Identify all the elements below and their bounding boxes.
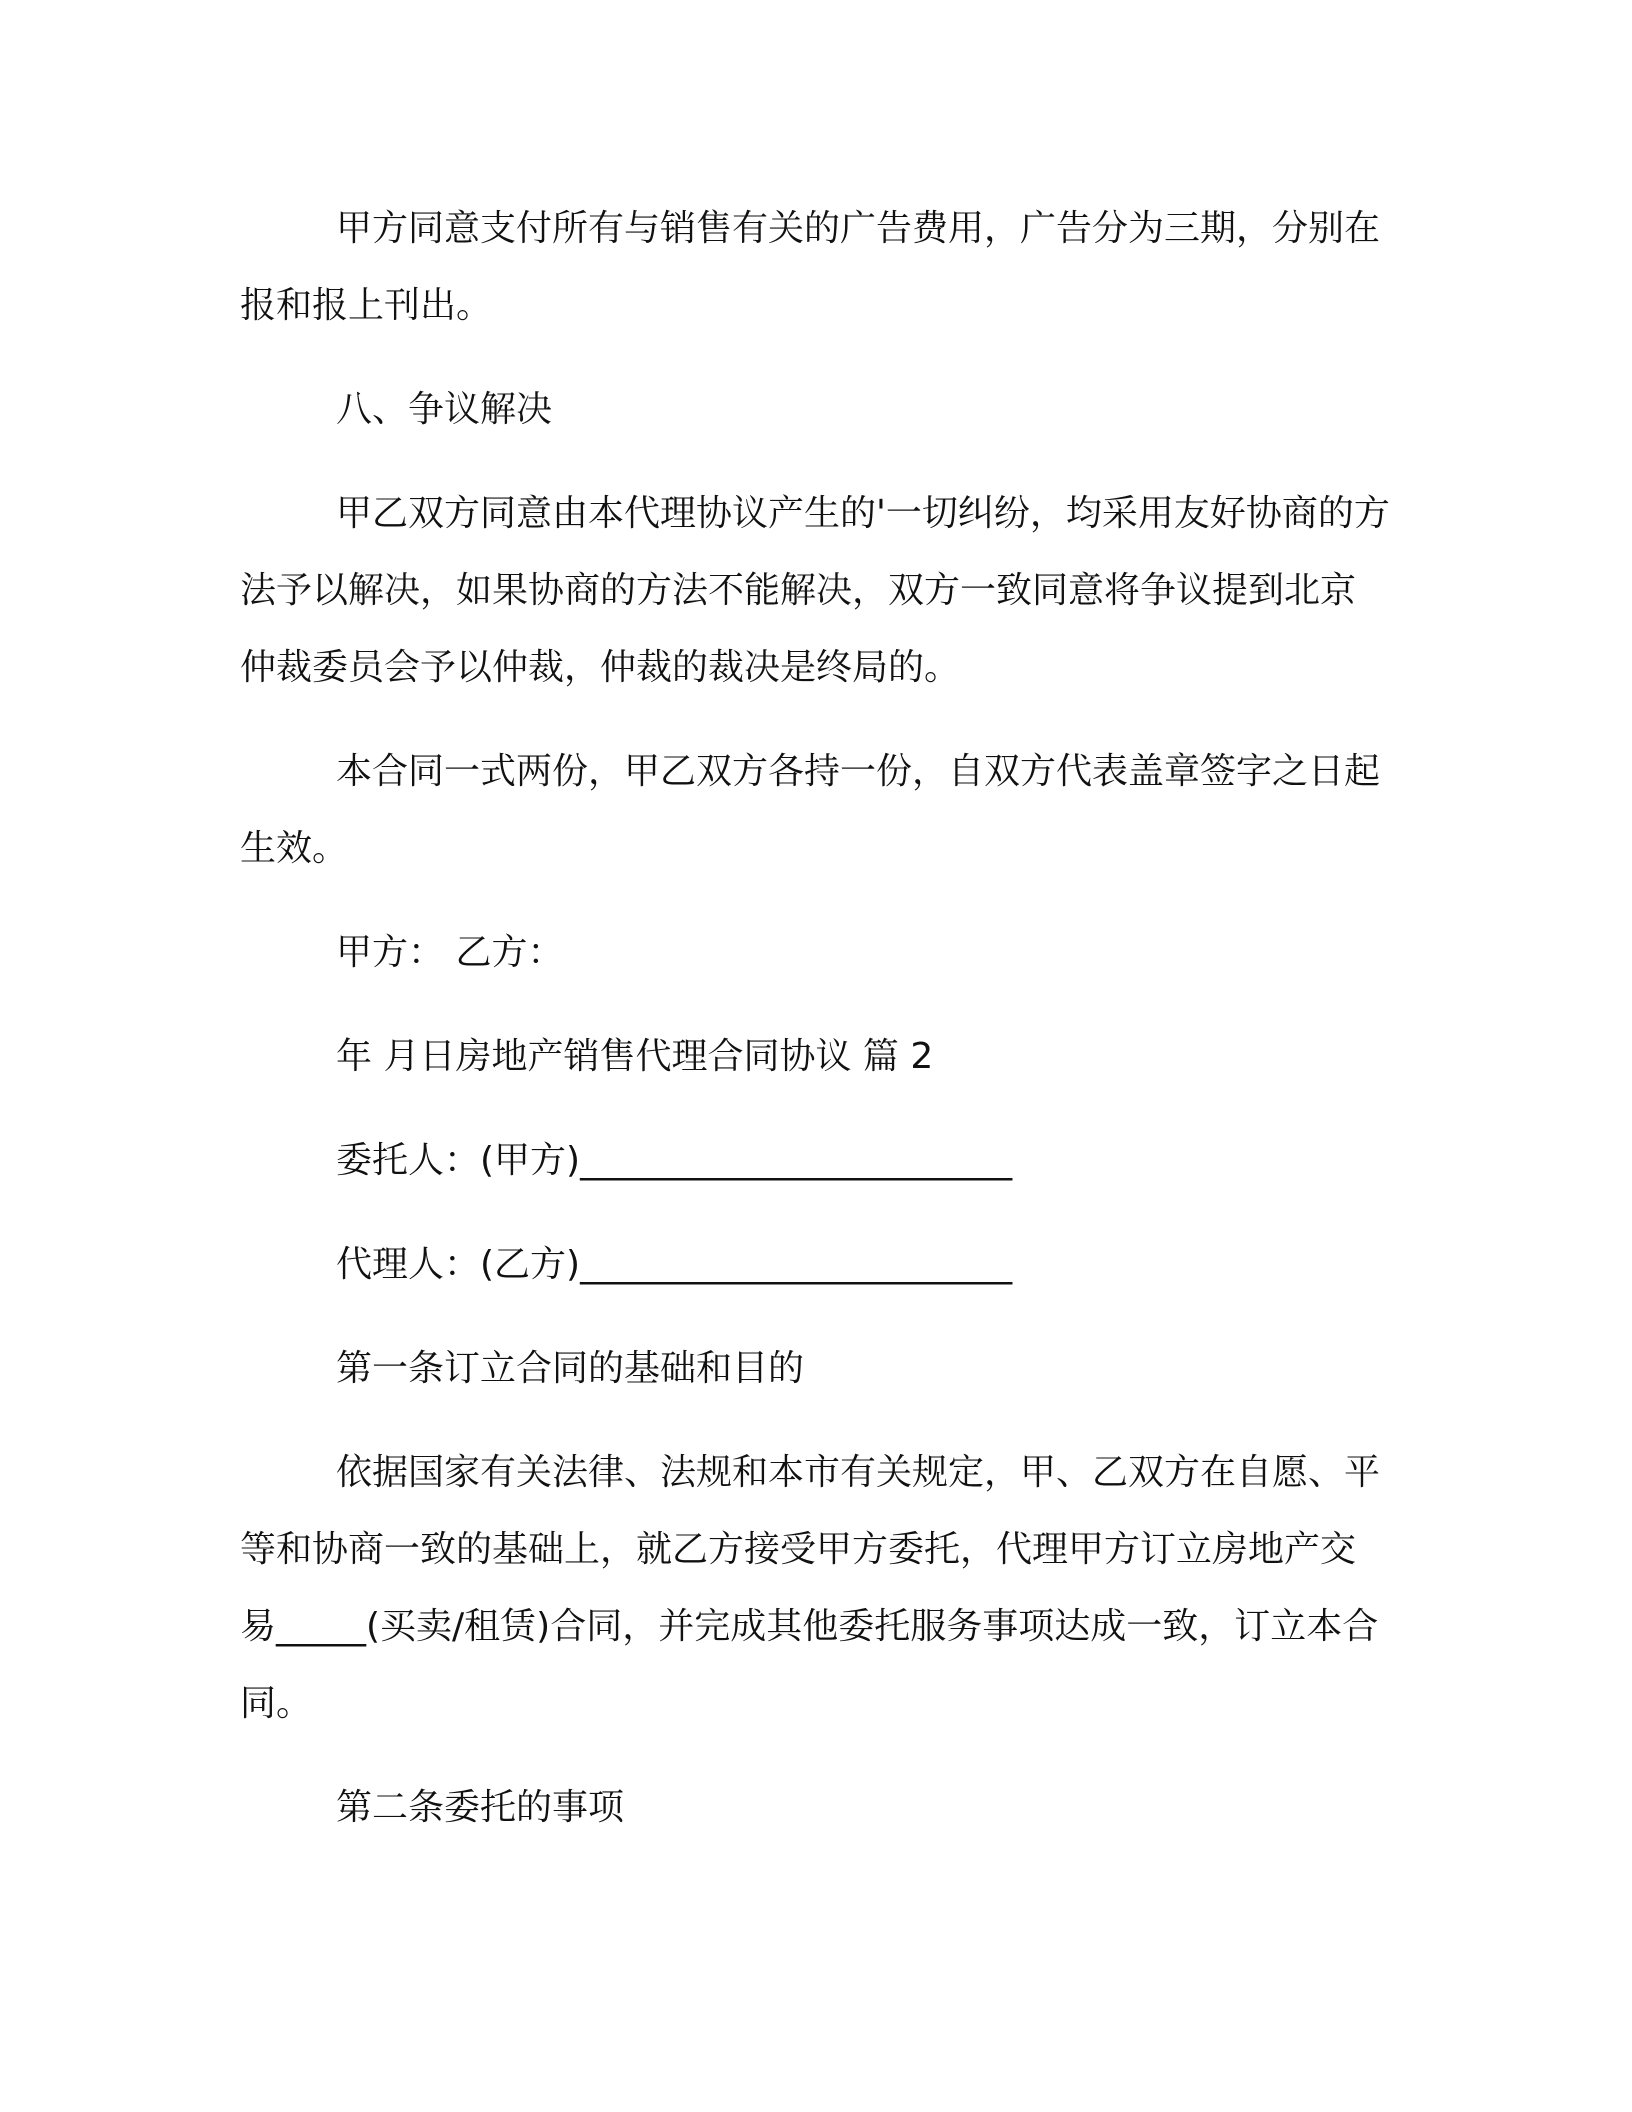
paragraph-dispute-resolution: 甲乙双方同意由本代理协议产生的'一切纠纷，均采用友好协商的方法予以解决，如果协商的方法不能解决，双方一致同意将争议提到北京仲裁委员会予以仲裁，仲裁的裁决是终局的。	[240, 493, 1390, 688]
section-heading-dispute-resolution: 八、争议解决	[336, 389, 553, 430]
signature-line-parties: 甲方： 乙方：	[336, 932, 564, 973]
date-and-contract-title: 年 月日房地产销售代理合同协议 篇 2	[336, 1036, 934, 1077]
agent-field: 代理人：(乙方)________________________	[336, 1244, 1013, 1285]
article-1-heading: 第一条订立合同的基础和目的	[336, 1348, 805, 1389]
paragraph-advertising-fees: 甲方同意支付所有与销售有关的广告费用，广告分为三期，分别在报和报上刊出。	[240, 208, 1381, 326]
article-2-heading: 第二条委托的事项	[336, 1787, 625, 1828]
principal-field: 委托人：(甲方)________________________	[336, 1140, 1013, 1181]
paragraph-contract-copies: 本合同一式两份，甲乙双方各持一份，自双方代表盖章签字之日起生效。	[240, 751, 1381, 869]
document-page	[240, 190, 1390, 1846]
paragraph-article-1: 依据国家有关法律、法规和本市有关规定，甲、乙双方在自愿、平等和协商一致的基础上，就乙方接受甲方委托，代理甲方订立房地产交易_____(买卖/租赁)合同，并完成其他委托服务事项达成一致，订立本合同。	[240, 1452, 1381, 1724]
